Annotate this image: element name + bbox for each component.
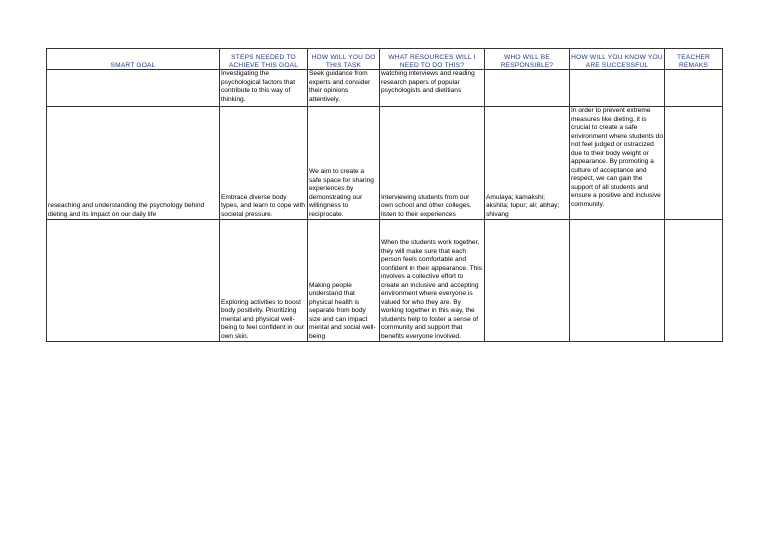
cell-goal xyxy=(47,70,220,107)
header-teacher-remarks: TEACHER REMAKS xyxy=(665,49,723,70)
cell-responsible xyxy=(485,70,570,107)
cell-success xyxy=(570,220,665,342)
cell-resources: watching interviews and reading research papers of popular psychologists and dietitians xyxy=(380,70,485,107)
cell-resources: Interviewing students from our own school and other colleges. listen to their experiences xyxy=(380,107,485,220)
cell-how: Seek guidance from experts and consider their opinions attentively. xyxy=(308,70,380,107)
cell-resources: When the students work together, they will make sure that each person feels comfortable and confident in their appearance. This involves a collective effort to create an inclusive and accepting environment where everyone is valued for who they are. By working together in this way, the students help to foster a sense of community and support that benefits everyone involved. xyxy=(380,220,485,342)
cell-responsible xyxy=(485,220,570,342)
cell-goal xyxy=(47,220,220,342)
cell-remarks xyxy=(665,107,723,220)
cell-remarks xyxy=(665,220,723,342)
cell-responsible: Amulaya; kamakshi; akshita; tupur; ali; abhay; shivang xyxy=(485,107,570,220)
cell-steps: Exploring activities to boost body positivity. Prioritizing mental and physical well-being to feel confident in our own skin. xyxy=(220,220,308,342)
cell-success xyxy=(570,70,665,107)
cell-how: Making people understand that physical health is separate from body size and can impact mental and social well-being xyxy=(308,220,380,342)
cell-remarks xyxy=(665,70,723,107)
table-row xyxy=(47,70,723,107)
cell-goal: reseaching and understanding the psychology behind dieting and its impact on our daily life xyxy=(47,107,220,220)
cell-success: In order to prevent extreme measures like dieting, it is crucial to create a safe environment where students do not feel judged or ostracized due to their body weight or appearance. By promoting a culture of acceptance and respect, we can gain the support of all students and ensure a positive and inclusive community. xyxy=(570,107,665,220)
header-resources: WHAT RESOURCES WILL I NEED TO DO THIS? xyxy=(380,49,485,70)
table-row xyxy=(47,107,723,220)
cell-steps: Investigating the psychological factors that contribute to this way of thinking. xyxy=(220,70,308,107)
header-row xyxy=(47,49,723,70)
header-success: HOW WILL YOU KNOW YOU ARE SUCCESSFUL xyxy=(570,49,665,70)
header-steps: STEPS NEEDED TO ACHIEVE THIS GOAL xyxy=(220,49,308,70)
smart-goal-table xyxy=(46,48,723,342)
table-row xyxy=(47,220,723,342)
header-responsible: WHO WILL BE RESPONSIBLE? xyxy=(485,49,570,70)
header-how: HOW WILL YOU DO THIS TASK xyxy=(308,49,380,70)
cell-steps: Embrace diverse body types, and learn to cope with societal pressure. xyxy=(220,107,308,220)
header-smart-goal: SMART GOAL xyxy=(47,49,220,70)
cell-how: We aim to create a safe space for sharing experiences by demonstrating our willingness to reciprocate. xyxy=(308,107,380,220)
